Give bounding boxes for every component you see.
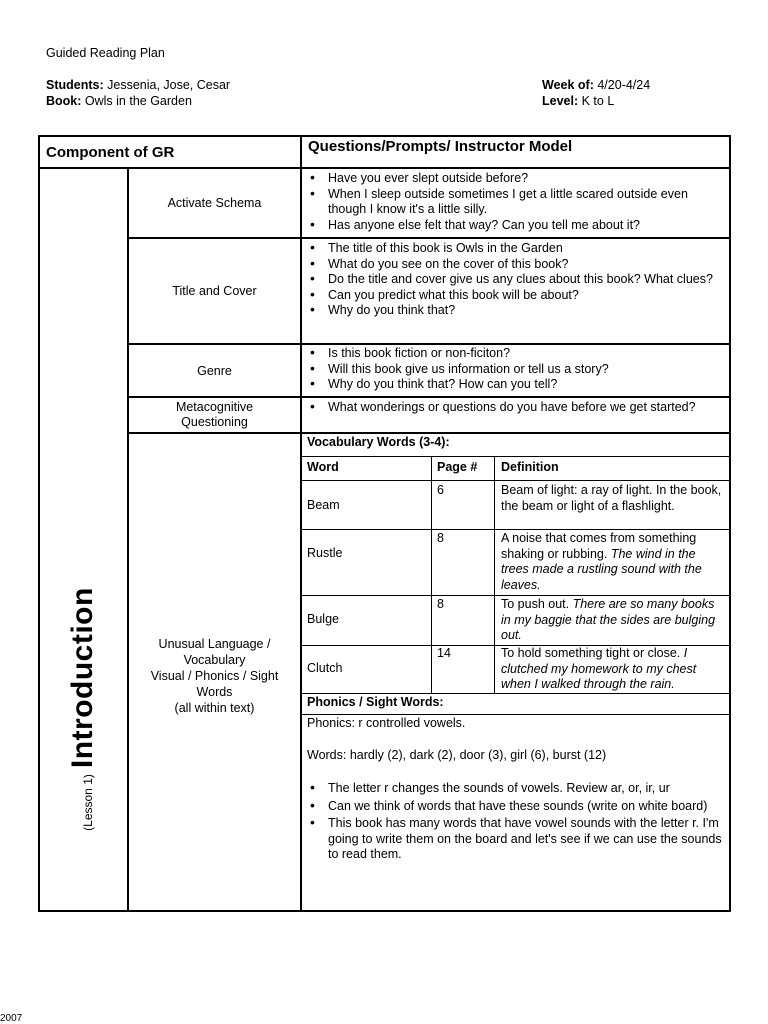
list-item: • The letter r changes the sounds of vowels. Review ar, or, ir, ur <box>306 781 726 797</box>
week-value: 4/20-4/24 <box>597 78 651 92</box>
list-item: • Why do you think that? <box>306 303 726 319</box>
vocab-page: 14 <box>437 646 451 660</box>
book-value: Owls in the Garden <box>84 94 192 108</box>
vocab-label-line3: Visual / Phonics / Sight <box>150 669 279 683</box>
list-item: • When I sleep outside sometimes I get a little scared outside even though I know it's a little silly. <box>306 187 726 218</box>
title-cover-label: Title and Cover <box>172 284 257 298</box>
list-item: • Is this book fiction or non-ficiton? <box>306 346 726 362</box>
week-line <box>542 77 650 93</box>
vocab-word: Rustle <box>307 546 343 560</box>
week-label: Week of: <box>542 78 594 92</box>
list-item: • The title of this book is Owls in the Garden <box>306 241 726 257</box>
section-title: Introduction <box>66 587 99 769</box>
level-value: K to L <box>581 94 615 108</box>
genre-prompts <box>306 346 726 393</box>
vocab-label-line5: (all within text) <box>174 701 255 715</box>
col-page-header: Page # <box>437 460 478 474</box>
plan-title: Guided Reading Plan <box>46 46 165 60</box>
phonics-title: Phonics / Sight Words: <box>307 695 444 709</box>
vocab-word: Bulge <box>307 612 339 626</box>
list-item: • What do you see on the cover of this book? <box>306 257 726 273</box>
list-item: • This book has many words that have vowel sounds with the letter r. I'm going to write them on the board and let's see if we can use the sounds to read them. <box>306 816 726 863</box>
vocab-label-line1: Unusual Language / <box>158 637 271 651</box>
vocab-word: Beam <box>307 498 340 512</box>
footer-year: 2007 <box>0 1013 23 1024</box>
vocab-definition: To hold something tight or close. I clutched my homework to my chest when I walked through the rain. <box>501 646 697 691</box>
list-item: • Do the title and cover give us any clues about this book? What clues? <box>306 272 726 288</box>
component-genre <box>129 345 300 396</box>
activate-label: Activate Schema <box>167 196 262 210</box>
section-title-rotated <box>40 169 127 910</box>
level-label: Level: <box>542 94 579 108</box>
activate-prompts <box>306 171 726 233</box>
vocab-definition: To push out. There are so many books in my baggie that the sides are bulging out. <box>501 597 716 642</box>
section-sub: (Lesson 1) <box>81 774 95 831</box>
students-label: Students: <box>46 78 104 92</box>
component-header: Component of GR <box>46 144 175 161</box>
vocab-label-line4: Words <box>196 685 233 699</box>
list-item: • Why do you think that? How can you tell? <box>306 377 726 393</box>
words-line: Words: hardly (2), dark (2), door (3), girl (6), burst (12) <box>307 748 607 762</box>
meta-label-line1: Metacognitive <box>175 400 254 414</box>
list-item: • Have you ever slept outside before? <box>306 171 726 187</box>
phonics-line: Phonics: r controlled vowels. <box>307 716 466 730</box>
vocab-page: 8 <box>437 597 444 611</box>
vocab-title: Vocabulary Words (3-4): <box>307 435 450 449</box>
students-line <box>46 77 230 93</box>
component-metacognitive <box>129 398 300 432</box>
component-title-cover <box>129 239 300 343</box>
component-vocabulary <box>129 636 300 716</box>
list-item: • Will this book give us information or tell us a story? <box>306 362 726 378</box>
vocab-definition: Beam of light: a ray of light. In the book, the beam or light of a flashlight. <box>501 483 722 513</box>
meta-label-line2: Questioning <box>181 415 248 429</box>
questions-header: Questions/Prompts/ Instructor Model <box>308 138 573 155</box>
book-line <box>46 93 192 109</box>
title-cover-prompts <box>306 241 726 319</box>
col-word-header: Word <box>307 460 339 474</box>
phonics-prompts <box>306 781 726 863</box>
metacognitive-prompts <box>306 400 726 416</box>
component-activate-schema <box>129 169 300 237</box>
book-label: Book: <box>46 94 82 108</box>
vocab-page: 8 <box>437 531 444 545</box>
vocab-label-line2: Vocabulary <box>183 653 246 667</box>
list-item: • Can we think of words that have these sounds (write on white board) <box>306 799 726 815</box>
col-def-header: Definition <box>501 460 559 474</box>
vocab-page: 6 <box>437 483 444 497</box>
vocab-word: Clutch <box>307 661 343 675</box>
level-line <box>542 93 614 109</box>
genre-label: Genre <box>197 363 232 378</box>
students-value: Jessenia, Jose, Cesar <box>107 78 231 92</box>
list-item: • What wonderings or questions do you have before we get started? <box>306 400 726 416</box>
vocab-definition: A noise that comes from something shaking or rubbing. The wind in the trees made a rustling sound with the leaves. <box>501 531 702 592</box>
list-item: • Can you predict what this book will be about? <box>306 288 726 304</box>
list-item: • Has anyone else felt that way? Can you tell me about it? <box>306 218 726 234</box>
